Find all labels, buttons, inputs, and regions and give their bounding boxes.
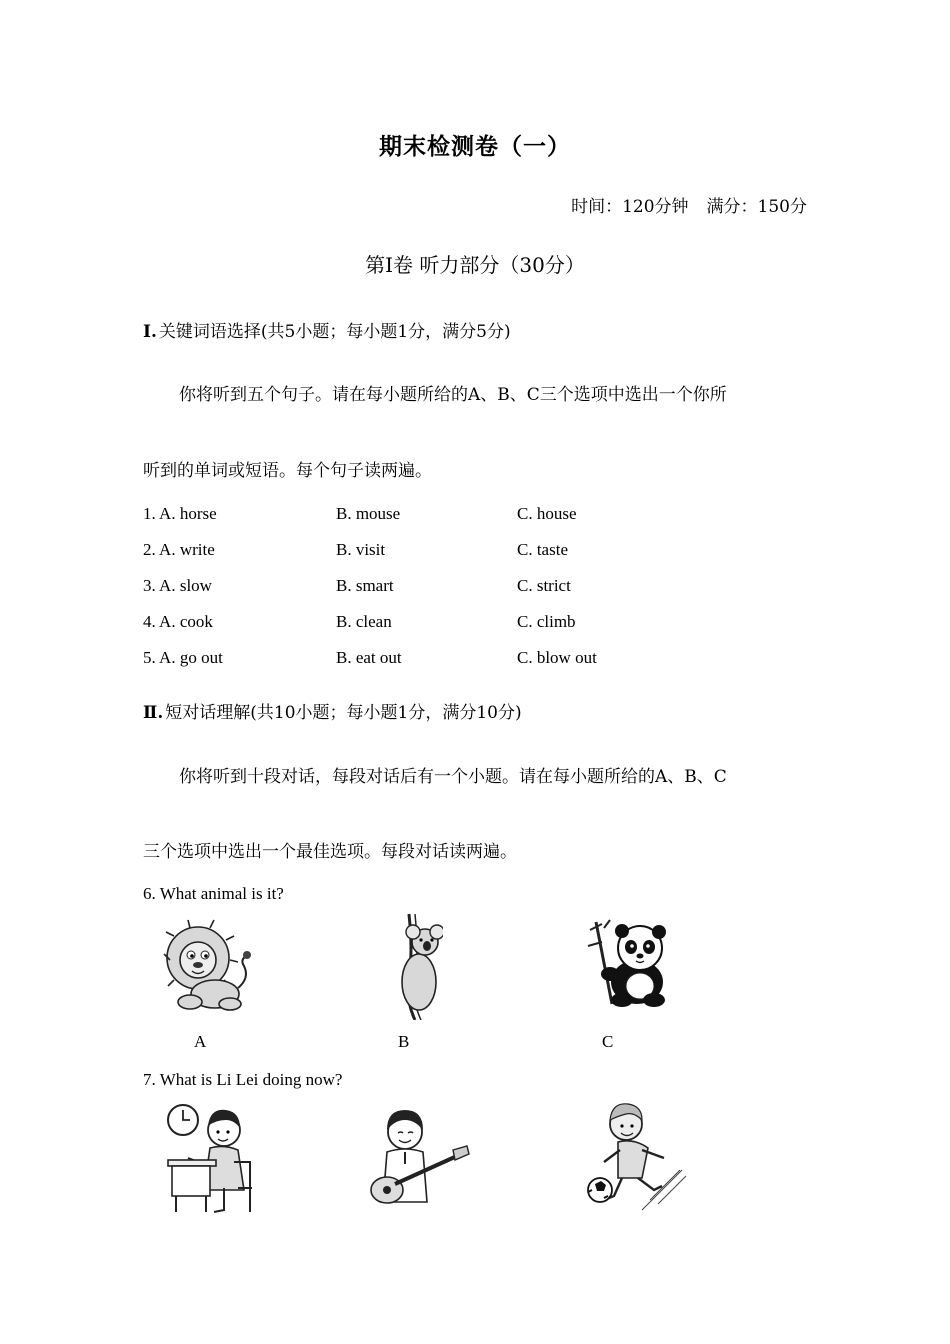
part-title: 第Ⅰ卷 听力部分（30分） [365, 253, 585, 277]
q6-label-a: A [194, 1032, 207, 1051]
section-1-instruction-line2: 听到的单词或短语。每个句子读两遍。 [143, 461, 432, 481]
option-1a: 1. A. horse [143, 504, 217, 523]
section-2-instruction-line2: 三个选项中选出一个最佳选项。每段对话读两遍。 [143, 842, 517, 862]
option-5b: B. eat out [336, 648, 402, 667]
option-2b: B. visit [336, 540, 386, 559]
time-limit: 时间：120分钟 [571, 197, 689, 217]
section-2-instruction-line1: 你将听到十段对话，每段对话后有一个小题。请在每小题所给的A、B、C [179, 767, 727, 787]
q6-label-b: B [398, 1032, 410, 1051]
q6-label-c: C [602, 1032, 614, 1051]
option-4a: 4. A. cook [143, 612, 213, 631]
option-1b: B. mouse [336, 504, 401, 523]
section-2-title: 短对话理解(共10小题；每小题1分，满分10分) [165, 703, 522, 723]
panda-icon [582, 918, 677, 1008]
option-3a: 3. A. slow [143, 576, 212, 595]
section-1-instruction-line1: 你将听到五个句子。请在每小题所给的A、B、C三个选项中选出一个你所 [179, 385, 727, 405]
option-3b: B. smart [336, 576, 394, 595]
option-2a: 2. A. write [143, 540, 215, 559]
full-score: 满分：150分 [706, 197, 807, 217]
question-6: 6. What animal is it? [143, 884, 284, 903]
studying-boy-icon [164, 1102, 256, 1216]
option-5c: C. blow out [517, 648, 597, 667]
question-7: 7. What is Li Lei doing now? [143, 1070, 343, 1089]
guitar-boy-icon [365, 1108, 473, 1212]
koala-icon [393, 914, 443, 1020]
section-1-number: Ⅰ. [143, 322, 157, 342]
option-1c: C. house [517, 504, 577, 523]
lion-icon [160, 918, 255, 1014]
section-1-title: 关键词语选择(共5小题；每小题1分，满分5分) [158, 322, 511, 342]
option-3c: C. strict [517, 576, 571, 595]
option-2c: C. taste [517, 540, 568, 559]
football-boy-icon [582, 1100, 694, 1214]
section-2-heading [143, 698, 522, 723]
option-4b: B. clean [336, 612, 392, 631]
exam-info [571, 192, 807, 217]
section-2-number: Ⅱ. [143, 703, 164, 723]
page-title: 期末检测卷（一） [379, 133, 571, 160]
option-4c: C. climb [517, 612, 576, 631]
section-1-heading [143, 317, 511, 342]
option-5a: 5. A. go out [143, 648, 223, 667]
